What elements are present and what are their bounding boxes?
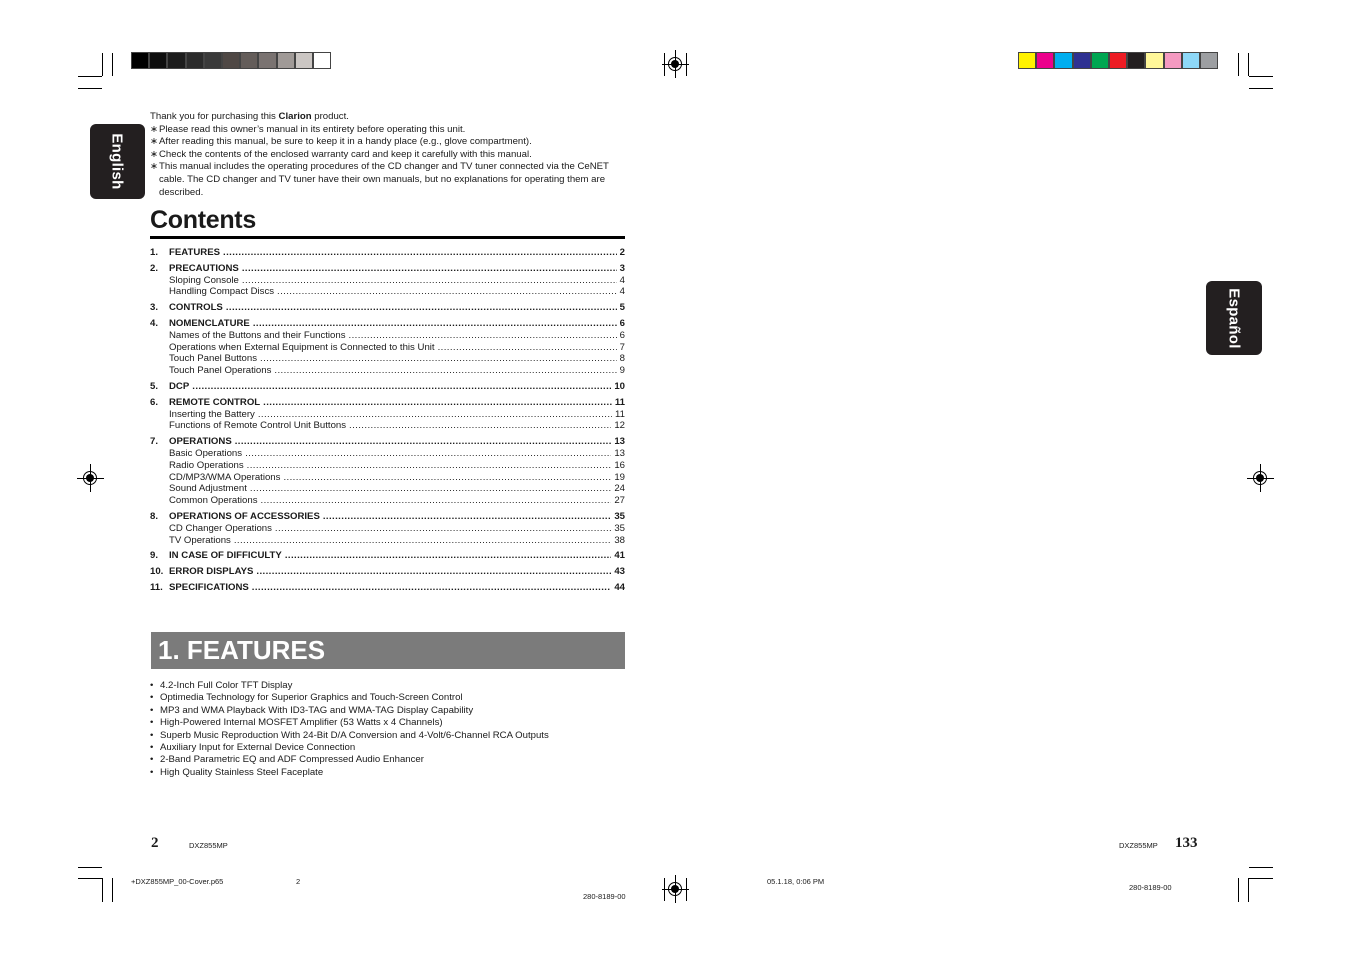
crop-mark	[78, 878, 102, 879]
intro-note	[150, 136, 630, 149]
asterisk-icon: ∗	[150, 148, 159, 160]
toc-subentry-page: 12	[614, 420, 625, 432]
toc-subentry-title: Sound Adjustment	[169, 483, 247, 495]
crop-mark	[686, 53, 687, 76]
right-page-number: 133	[1175, 835, 1198, 851]
timestamp: 05.1.18, 0:06 PM	[767, 877, 825, 886]
toc-entry-page: 10	[614, 380, 625, 392]
toc-entry-page: 43	[614, 566, 625, 578]
toc-leader-dots	[235, 436, 612, 448]
toc-subentry	[150, 420, 625, 432]
toc-entry-page: 2	[619, 247, 625, 258]
crop-mark	[1238, 53, 1239, 76]
color-swatch	[1036, 52, 1054, 69]
color-swatch	[1018, 52, 1036, 69]
toc-entry-title: CONTROLS	[169, 302, 223, 314]
toc-entry-title: PRECAUTIONS	[169, 262, 239, 274]
brand-name: Clarion	[278, 111, 312, 122]
bullet-icon: •	[150, 729, 154, 741]
registration-target-icon	[668, 57, 682, 71]
intro-note-text: Please read this owner’s manual in its entirety before operating this unit.	[159, 123, 466, 135]
toc-entry	[150, 582, 625, 594]
color-swatch	[1127, 52, 1145, 69]
feature-text: Superb Music Reproduction With 24-Bit D/A Conversion and 4-Volt/6-Channel RCA Outputs	[160, 729, 549, 741]
color-swatch	[295, 52, 313, 69]
feature-item	[150, 730, 549, 742]
toc-leader-dots	[258, 409, 612, 421]
feature-text: High-Powered Internal MOSFET Amplifier (53 Watts x 4 Channels)	[160, 717, 443, 729]
toc-leader-dots	[192, 381, 611, 393]
contents-title: Contents	[150, 206, 256, 234]
toc-leader-dots	[242, 275, 617, 287]
toc-subentry-page: 4	[619, 286, 625, 298]
toc-subentry-page: 35	[614, 522, 625, 534]
toc-entry-title: OPERATIONS OF ACCESSORIES	[169, 510, 320, 522]
feature-text: 4.2-Inch Full Color TFT Display	[160, 680, 293, 691]
asterisk-icon: ∗	[150, 123, 159, 135]
toc-subentry-page: 4	[619, 274, 625, 286]
toc-entry	[150, 566, 625, 578]
intro-note	[150, 161, 630, 199]
color-swatch	[277, 52, 295, 69]
language-tab-espanol	[1206, 281, 1262, 355]
toc-entry	[150, 318, 625, 330]
intro-note	[150, 149, 630, 162]
bullet-icon: •	[150, 754, 154, 766]
toc-entry	[150, 263, 625, 275]
crop-mark	[1249, 88, 1273, 89]
toc-entry-page: 11	[614, 396, 625, 408]
toc-subentry	[150, 483, 625, 495]
bullet-icon: •	[150, 704, 154, 716]
toc-entry-number: 11.	[150, 581, 163, 593]
doc-code: 280-8189-00	[583, 892, 626, 901]
toc-subentry-title: Radio Operations	[169, 459, 244, 471]
toc-subentry	[150, 275, 625, 287]
toc-leader-dots	[226, 302, 617, 314]
file-page: 2	[296, 877, 301, 886]
crop-mark	[112, 53, 113, 76]
toc-entry	[150, 436, 625, 448]
toc-leader-dots	[223, 247, 617, 259]
toc-leader-dots	[260, 353, 617, 365]
thanks-text: product.	[311, 111, 349, 122]
toc-entry-title: REMOTE CONTROL	[169, 396, 261, 408]
feature-item	[150, 767, 549, 779]
toc-subentry	[150, 342, 625, 354]
toc-subentry-page: 9	[619, 365, 625, 377]
toc-subentry-page: 24	[614, 483, 625, 495]
registration-target-icon	[83, 471, 97, 485]
toc-entry-page: 6	[619, 317, 625, 329]
toc-entry	[150, 550, 625, 562]
intro-note-text: This manual includes the operating procedures of the CD changer and TV tuner connected via the CeNET cable. The CD changer and TV tuner have their own manuals, but no explanations for operating them are described.	[159, 161, 609, 198]
feature-text: MP3 and WMA Playback With ID3-TAG and WMA-TAG Display Capability	[160, 704, 474, 716]
toc-leader-dots	[247, 460, 612, 472]
asterisk-icon: ∗	[150, 161, 159, 173]
color-swatch	[222, 52, 240, 69]
toc-entry	[150, 302, 625, 314]
toc-entry-number: 6.	[150, 396, 159, 408]
toc-subentry-page: 8	[619, 353, 625, 365]
registration-target-icon	[668, 882, 682, 896]
toc-leader-dots	[263, 397, 612, 409]
toc-leader-dots	[245, 448, 611, 460]
toc-subentry	[150, 448, 625, 460]
toc-subentry	[150, 409, 625, 421]
toc-leader-dots	[252, 582, 612, 594]
color-swatch	[149, 52, 167, 69]
toc-leader-dots	[261, 495, 612, 507]
toc-subentry-title: Touch Panel Operations	[169, 365, 272, 377]
file-name: +DXZ855MP_00-Cover.p65	[131, 877, 224, 886]
toc-subentry-page: 19	[614, 471, 625, 483]
toc-subentry	[150, 523, 625, 535]
toc-entry	[150, 381, 625, 393]
color-swatch	[1200, 52, 1218, 69]
toc-entry-title: ERROR DISPLAYS	[169, 566, 254, 578]
toc-subentry	[150, 460, 625, 472]
toc-entry-number: 10.	[150, 566, 164, 578]
crop-mark	[78, 88, 102, 89]
toc-leader-dots	[277, 286, 617, 298]
thanks-text: Thank you for purchasing this	[150, 111, 279, 122]
intro-note-text: After reading this manual, be sure to keep it in a handy place (e.g., glove compartment).	[159, 136, 532, 148]
toc-subentry-page: 11	[615, 408, 625, 420]
feature-item	[150, 717, 549, 729]
color-swatch	[1091, 52, 1109, 69]
feature-item	[150, 680, 549, 692]
toc-subentry	[150, 472, 625, 484]
crop-mark	[78, 867, 102, 868]
toc-leader-dots	[349, 330, 617, 342]
toc-leader-dots	[285, 550, 612, 562]
intro-note	[150, 124, 630, 137]
title-rule	[150, 236, 625, 239]
toc-entry-page: 44	[614, 581, 625, 593]
toc-entry	[150, 247, 625, 259]
registration-target-icon	[1253, 471, 1267, 485]
toc-subentry	[150, 535, 625, 547]
intro-note-text: Check the contents of the enclosed warranty card and keep it carefully with this manual.	[159, 148, 532, 160]
asterisk-icon: ∗	[150, 136, 159, 148]
toc-entry	[150, 397, 625, 409]
toc-subentry	[150, 365, 625, 377]
crop-mark	[664, 878, 665, 901]
toc-entry-title: FEATURES	[169, 247, 220, 258]
feature-item	[150, 692, 549, 704]
crop-mark	[1238, 878, 1239, 902]
toc-entry-title: IN CASE OF DIFFICULTY	[169, 550, 282, 562]
toc-subentry	[150, 330, 625, 342]
color-swatch	[131, 52, 149, 69]
color-swatch	[186, 52, 204, 69]
toc-subentry-page: 38	[614, 534, 625, 546]
crop-mark	[78, 76, 102, 77]
toc-subentry-title: Touch Panel Buttons	[169, 353, 258, 365]
toc-leader-dots	[349, 420, 611, 432]
toc-subentry	[150, 495, 625, 507]
toc-leader-dots	[283, 472, 611, 484]
toc-entry-page: 5	[619, 302, 625, 314]
toc-leader-dots	[275, 523, 611, 535]
intro-notes	[150, 124, 630, 200]
toc-leader-dots	[438, 342, 617, 354]
toc-leader-dots	[253, 318, 617, 330]
toc-entry-page: 41	[614, 550, 625, 562]
color-swatch	[1073, 52, 1091, 69]
bullet-icon: •	[150, 766, 154, 778]
toc-subentry-title: TV Operations	[169, 534, 231, 546]
toc-subentry-title: Operations when External Equipment is Connected to this Unit	[169, 341, 435, 353]
color-swatch	[1109, 52, 1127, 69]
bullet-icon: •	[150, 692, 154, 704]
toc-subentry-page: 16	[614, 459, 625, 471]
crop-mark	[1248, 878, 1249, 902]
toc-entry-page: 13	[614, 436, 625, 448]
color-swatch	[1164, 52, 1182, 69]
crop-mark	[112, 878, 113, 902]
color-swatch	[1145, 52, 1163, 69]
toc-subentry-page: 6	[619, 329, 625, 341]
feature-text: High Quality Stainless Steel Faceplate	[160, 766, 324, 778]
color-swatch	[313, 52, 331, 69]
language-tab-label: English	[109, 133, 126, 190]
feature-item	[150, 742, 549, 754]
toc-entry-number: 2.	[150, 262, 159, 274]
toc-subentry-title: Common Operations	[169, 495, 258, 507]
feature-text: Optimedia Technology for Superior Graphics and Touch-Screen Control	[160, 692, 463, 704]
toc-leader-dots	[256, 566, 611, 578]
left-page-number: 2	[151, 835, 159, 851]
toc-entry-page: 3	[619, 262, 625, 274]
feature-item	[150, 754, 549, 766]
color-swatch	[1054, 52, 1072, 69]
toc-subentry-title: Names of the Buttons and their Functions	[169, 329, 346, 341]
toc-leader-dots	[250, 483, 611, 495]
toc-subentry-title: Inserting the Battery	[169, 408, 255, 420]
table-of-contents	[150, 247, 625, 594]
doc-code: 280-8189-00	[1129, 883, 1172, 892]
color-swatch	[167, 52, 185, 69]
toc-subentry	[150, 286, 625, 298]
color-swatch	[204, 52, 222, 69]
toc-subentry-title: Sloping Console	[169, 274, 239, 286]
feature-item	[150, 705, 549, 717]
toc-subentry-title: CD/MP3/WMA Operations	[169, 471, 281, 483]
features-heading: 1. FEATURES	[151, 632, 625, 669]
toc-entry-title: NOMENCLATURE	[169, 317, 250, 329]
crop-mark	[102, 53, 103, 76]
toc-subentry-title: CD Changer Operations	[169, 522, 272, 534]
language-tab-english	[90, 124, 145, 199]
crop-mark	[1249, 76, 1273, 77]
features-list	[150, 680, 549, 779]
toc-subentry-title: Handling Compact Discs	[169, 286, 275, 298]
bullet-icon: •	[150, 717, 154, 729]
crop-mark	[1248, 53, 1249, 76]
toc-entry-number: 1.	[150, 247, 159, 258]
toc-entry-number: 9.	[150, 550, 159, 562]
toc-leader-dots	[234, 535, 611, 547]
crop-mark	[686, 878, 687, 901]
toc-entry-title: SPECIFICATIONS	[169, 581, 249, 593]
toc-leader-dots	[274, 365, 616, 377]
toc-entry-page: 35	[614, 510, 625, 522]
toc-entry-title: OPERATIONS	[169, 436, 232, 448]
toc-entry-number: 5.	[150, 380, 159, 392]
toc-leader-dots	[242, 263, 617, 275]
crop-mark	[1249, 878, 1273, 879]
toc-entry-title: DCP	[169, 380, 190, 392]
toc-subentry-page: 7	[619, 341, 625, 353]
toc-entry	[150, 511, 625, 523]
toc-leader-dots	[323, 511, 611, 523]
color-swatch	[1182, 52, 1200, 69]
bullet-icon: •	[150, 742, 154, 754]
toc-subentry-title: Basic Operations	[169, 447, 243, 459]
crop-mark	[664, 53, 665, 76]
thanks-line	[150, 111, 630, 124]
toc-entry-number: 4.	[150, 317, 159, 329]
language-tab-label: Español	[1225, 287, 1243, 349]
right-model: DXZ855MP	[1119, 841, 1158, 850]
bullet-icon: •	[150, 680, 154, 691]
toc-entry-number: 8.	[150, 510, 159, 522]
toc-subentry-page: 27	[614, 495, 625, 507]
toc-entry-number: 7.	[150, 436, 159, 448]
toc-subentry-title: Functions of Remote Control Unit Buttons	[169, 420, 347, 432]
feature-text: Auxiliary Input for External Device Connection	[160, 742, 356, 754]
feature-text: 2-Band Parametric EQ and ADF Compressed Audio Enhancer	[160, 754, 424, 766]
left-model: DXZ855MP	[189, 841, 228, 850]
intro-section	[150, 111, 630, 199]
toc-subentry	[150, 353, 625, 365]
color-swatch	[258, 52, 276, 69]
crop-mark	[1249, 867, 1273, 868]
crop-mark	[102, 878, 103, 902]
toc-entry-number: 3.	[150, 302, 159, 314]
toc-subentry-page: 13	[614, 447, 625, 459]
color-swatch	[240, 52, 258, 69]
